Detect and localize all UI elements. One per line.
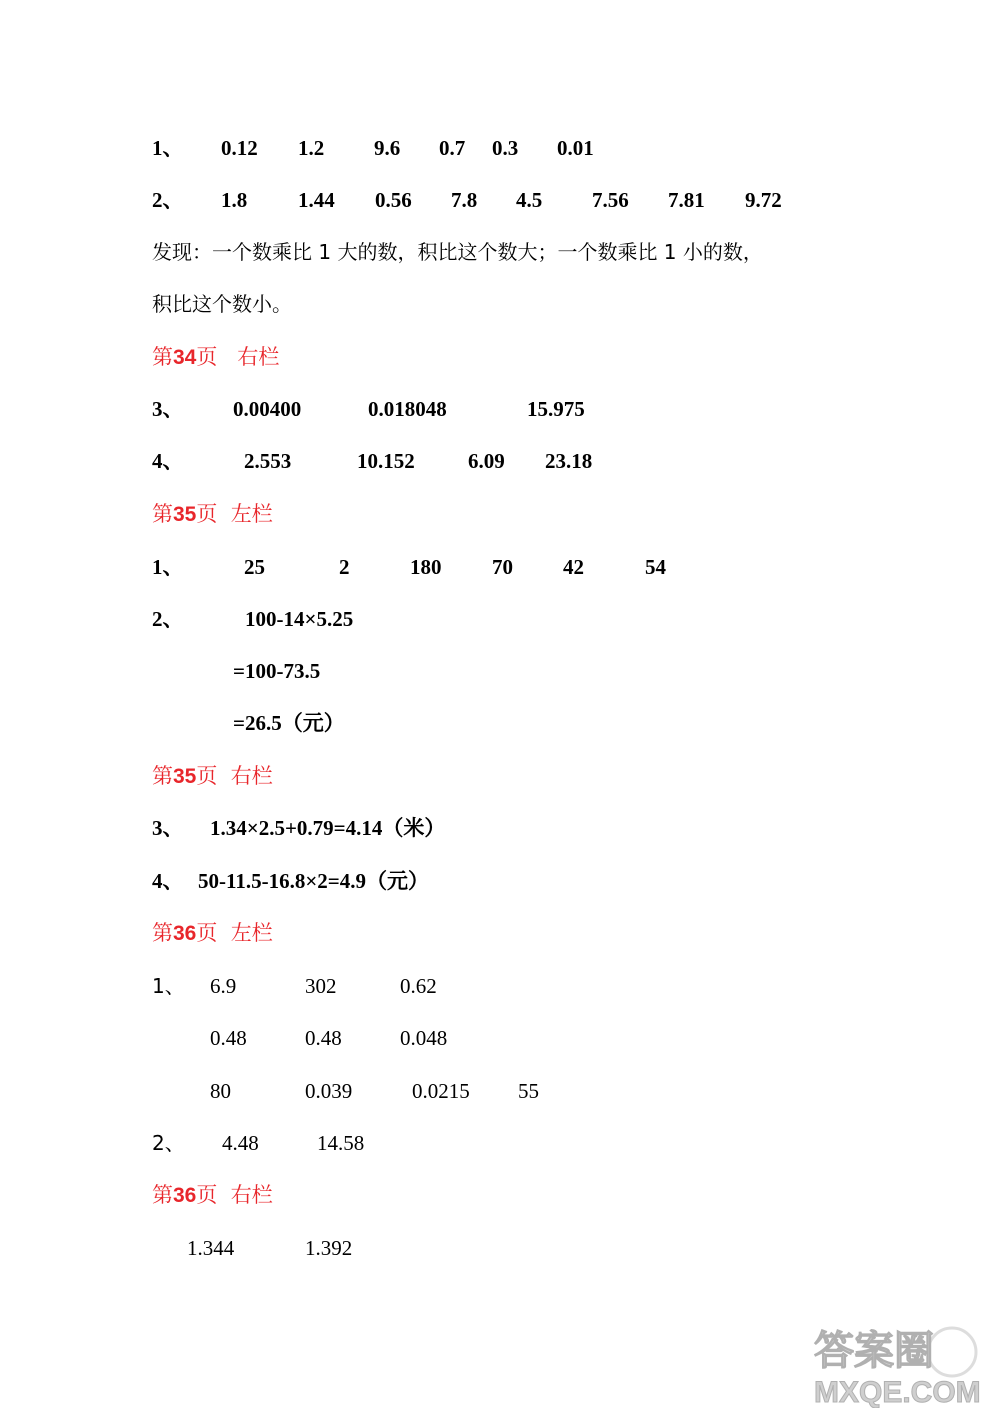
answer-value: 0.039 — [305, 1079, 353, 1103]
answer-value: 1.392 — [305, 1236, 353, 1260]
answer-value: 2 — [339, 555, 350, 579]
section-heading-p35-right — [152, 756, 273, 796]
answer-value: 0.7 — [439, 136, 466, 160]
calc-step: 100-14×5.25 — [245, 607, 354, 631]
column-name: 左栏 — [230, 502, 273, 526]
answer-value: 4.48 — [222, 1131, 259, 1155]
heading-pre: 第 — [152, 345, 173, 369]
answer-value: 55 — [518, 1079, 539, 1103]
answer-value: 15.975 — [527, 397, 585, 421]
page-number: 36 — [173, 922, 197, 945]
answer-value: 0.3 — [492, 136, 519, 160]
item-label: 3、 — [152, 816, 184, 840]
answer-value: 10.152 — [357, 449, 415, 473]
answer-value: 7.56 — [592, 188, 629, 212]
answer-value: 0.12 — [221, 136, 258, 160]
section-heading-p34-right — [152, 337, 279, 377]
page-number: 34 — [173, 346, 197, 369]
page-number: 36 — [173, 1184, 197, 1207]
answer-value: 1.2 — [298, 136, 325, 160]
answer-value: 0.56 — [375, 188, 412, 212]
answer-value: 4.5 — [516, 188, 543, 212]
item-label: 2、 — [152, 188, 184, 212]
column-name: 右栏 — [230, 1183, 273, 1207]
item-label: 1、 — [152, 555, 184, 579]
answer-value: 70 — [492, 555, 513, 579]
calc-step: =100-73.5 — [233, 659, 321, 683]
calc-step: =26.5（元） — [233, 711, 345, 735]
answer-value: 6.09 — [468, 449, 505, 473]
answer-value: 2.553 — [244, 449, 292, 473]
item-label: 4、 — [152, 449, 184, 473]
answer-expression: 50-11.5-16.8×2=4.9（元） — [198, 869, 430, 893]
answer-value: 54 — [645, 555, 666, 579]
answer-value: 0.00400 — [233, 397, 302, 421]
watermark-logo — [810, 1318, 990, 1408]
column-name: 右栏 — [237, 345, 280, 369]
heading-post: 页 — [196, 1183, 218, 1207]
answer-value: 80 — [210, 1079, 231, 1103]
answer-value: 9.72 — [745, 188, 782, 212]
answer-value: 42 — [563, 555, 584, 579]
answer-value: 14.58 — [317, 1131, 365, 1155]
heading-pre: 第 — [152, 1183, 173, 1207]
column-name: 右栏 — [230, 764, 273, 788]
item-label: 4、 — [152, 869, 184, 893]
heading-post: 页 — [196, 502, 218, 526]
item-label: 1、 — [152, 974, 185, 998]
column-name: 左栏 — [230, 921, 273, 945]
answer-value: 7.81 — [668, 188, 705, 212]
heading-pre: 第 — [152, 502, 173, 526]
item-label: 1、 — [152, 136, 184, 160]
answer-value: 0.018048 — [368, 397, 447, 421]
discovery-text-2: 积比这个数小。 — [152, 292, 292, 316]
item-label: 2、 — [152, 607, 184, 631]
discovery-text-1: 发现：一个数乘比 1 大的数，积比这个数大；一个数乘比 1 小的数， — [152, 240, 763, 264]
answer-value: 0.48 — [305, 1026, 342, 1050]
answer-value: 0.01 — [557, 136, 594, 160]
section-heading-p36-left — [152, 913, 273, 953]
section-heading-p36-right — [152, 1175, 273, 1215]
heading-post: 页 — [196, 764, 218, 788]
answer-value: 302 — [305, 974, 337, 998]
watermark-circle — [928, 1328, 976, 1376]
answer-value: 9.6 — [374, 136, 401, 160]
heading-pre: 第 — [152, 921, 173, 945]
answer-value: 25 — [244, 555, 265, 579]
answer-expression: 1.34×2.5+0.79=4.14（米） — [210, 816, 446, 840]
answer-value: 6.9 — [210, 974, 237, 998]
answer-value: 0.048 — [400, 1026, 448, 1050]
page-number: 35 — [173, 765, 197, 788]
answer-value: 0.62 — [400, 974, 437, 998]
answer-value: 1.8 — [221, 188, 248, 212]
watermark-url: MXQE.COM — [814, 1376, 981, 1408]
section-heading-p35-left — [152, 494, 273, 534]
item-label: 2、 — [152, 1131, 185, 1155]
answer-value: 1.44 — [298, 188, 335, 212]
answer-value: 7.8 — [451, 188, 478, 212]
page-number: 35 — [173, 503, 197, 526]
watermark-text: 答案圈 — [814, 1328, 934, 1374]
answer-value: 0.0215 — [412, 1079, 470, 1103]
item-label: 3、 — [152, 397, 184, 421]
answer-value: 1.344 — [187, 1236, 235, 1260]
answer-value: 23.18 — [545, 449, 593, 473]
answer-value: 180 — [410, 555, 442, 579]
answer-value: 0.48 — [210, 1026, 247, 1050]
heading-pre: 第 — [152, 764, 173, 788]
heading-post: 页 — [196, 345, 218, 369]
heading-post: 页 — [196, 921, 218, 945]
